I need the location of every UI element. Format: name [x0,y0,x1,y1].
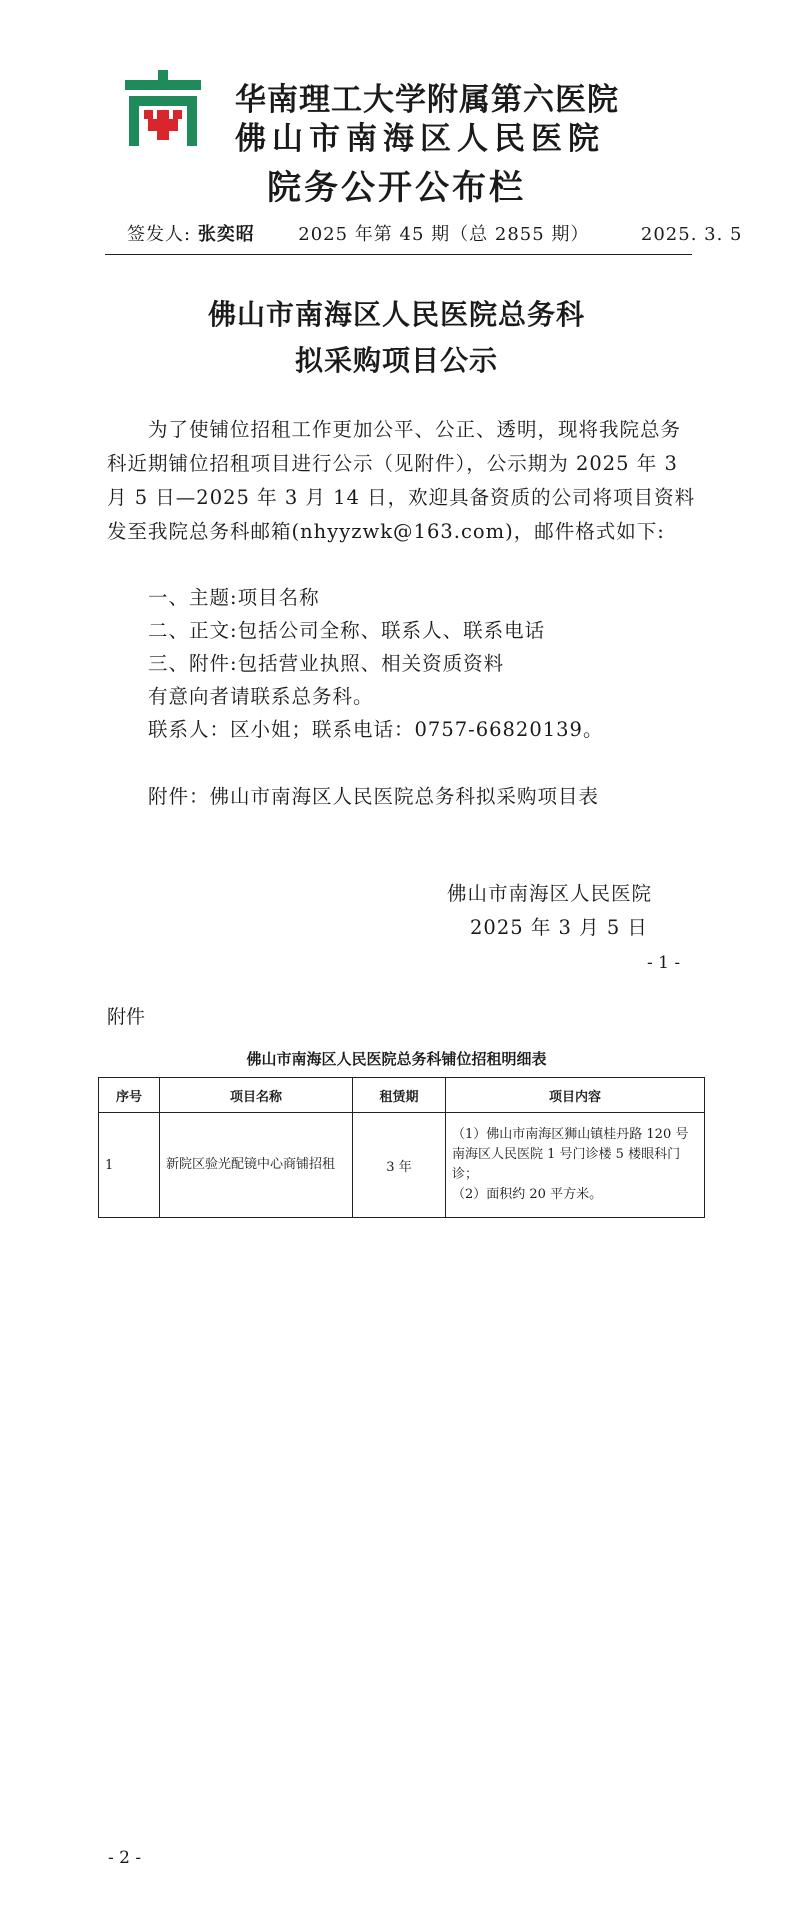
notice-paragraph-text: 为了使铺位招租工作更加公平、公正、透明，现将我院总务科近期铺位招租项目进行公示（见附件），公示期为 2025 年 3 月 5 日—2025 年 3 月 14 日，欢迎具备资质的公司将项目资料发至我院总务科邮箱(nhyyzwk@163.com)，邮件格式如下: [107,418,696,543]
issue-number: 2025 年第 45 期（总 2855 期） [298,224,590,245]
closing-line: 有意向者请联系总务科。 [148,685,374,708]
table-header-row [99,1078,705,1113]
signer-label: 签发人: [127,224,192,245]
table-row [99,1113,705,1218]
board-title: 院务公开公布栏 [267,168,526,208]
issue-date: 2025. 3. 5 [640,224,743,245]
notice-paragraph [107,413,697,549]
column-header-name: 项目名称 [160,1078,353,1113]
column-header-period: 租赁期 [353,1078,446,1113]
signature-date: 2025 年 3 月 5 日 [470,916,648,939]
cell-project-name: 新院区验光配镜中心商铺招租 [160,1113,353,1218]
attachment-table-title: 佛山市南海区人民医院总务科铺位招租明细表 [246,1050,547,1068]
content-item-2: （2）面积约 20 平方米。 [452,1187,603,1202]
column-header-seq: 序号 [99,1078,160,1113]
attachment-label: 附件 [107,1006,146,1028]
hospital-logo-icon [125,70,201,146]
signer-name: 张奕昭 [197,224,255,245]
content-item-1: （1）佛山市南海区狮山镇桂丹路 120 号南海区人民医院 1 号门诊楼 5 楼眼科门诊； [452,1127,689,1182]
attachment-reference: 附件：佛山市南海区人民医院总务科拟采购项目表 [148,785,600,808]
contact-line: 联系人：区小姐；联系电话：0757-66820139。 [148,718,604,741]
cell-project-content [446,1113,705,1218]
column-header-content: 项目内容 [446,1078,705,1113]
format-item-subject: 一、主题:项目名称 [148,586,320,609]
header-divider [105,254,692,255]
page-number-2: - 2 - [108,1848,142,1868]
format-item-attachment: 三、附件:包括营业执照、相关资质资料 [148,652,505,675]
issue-info-line [127,220,743,246]
cell-seq: 1 [99,1113,160,1218]
hospital-name-line1: 华南理工大学附属第六医院 [235,82,619,118]
page-number-1: - 1 - [647,953,681,973]
format-item-body: 二、正文:包括公司全称、联系人、联系电话 [148,619,546,642]
notice-title-line1: 佛山市南海区人民医院总务科 [207,298,585,331]
notice-title-line2: 拟采购项目公示 [294,344,498,377]
hospital-name-line2: 佛山市南海区人民医院 [235,121,605,157]
cell-lease-period: 3 年 [353,1113,446,1218]
leasing-detail-table [98,1077,705,1218]
signature-organization: 佛山市南海区人民医院 [447,882,653,905]
